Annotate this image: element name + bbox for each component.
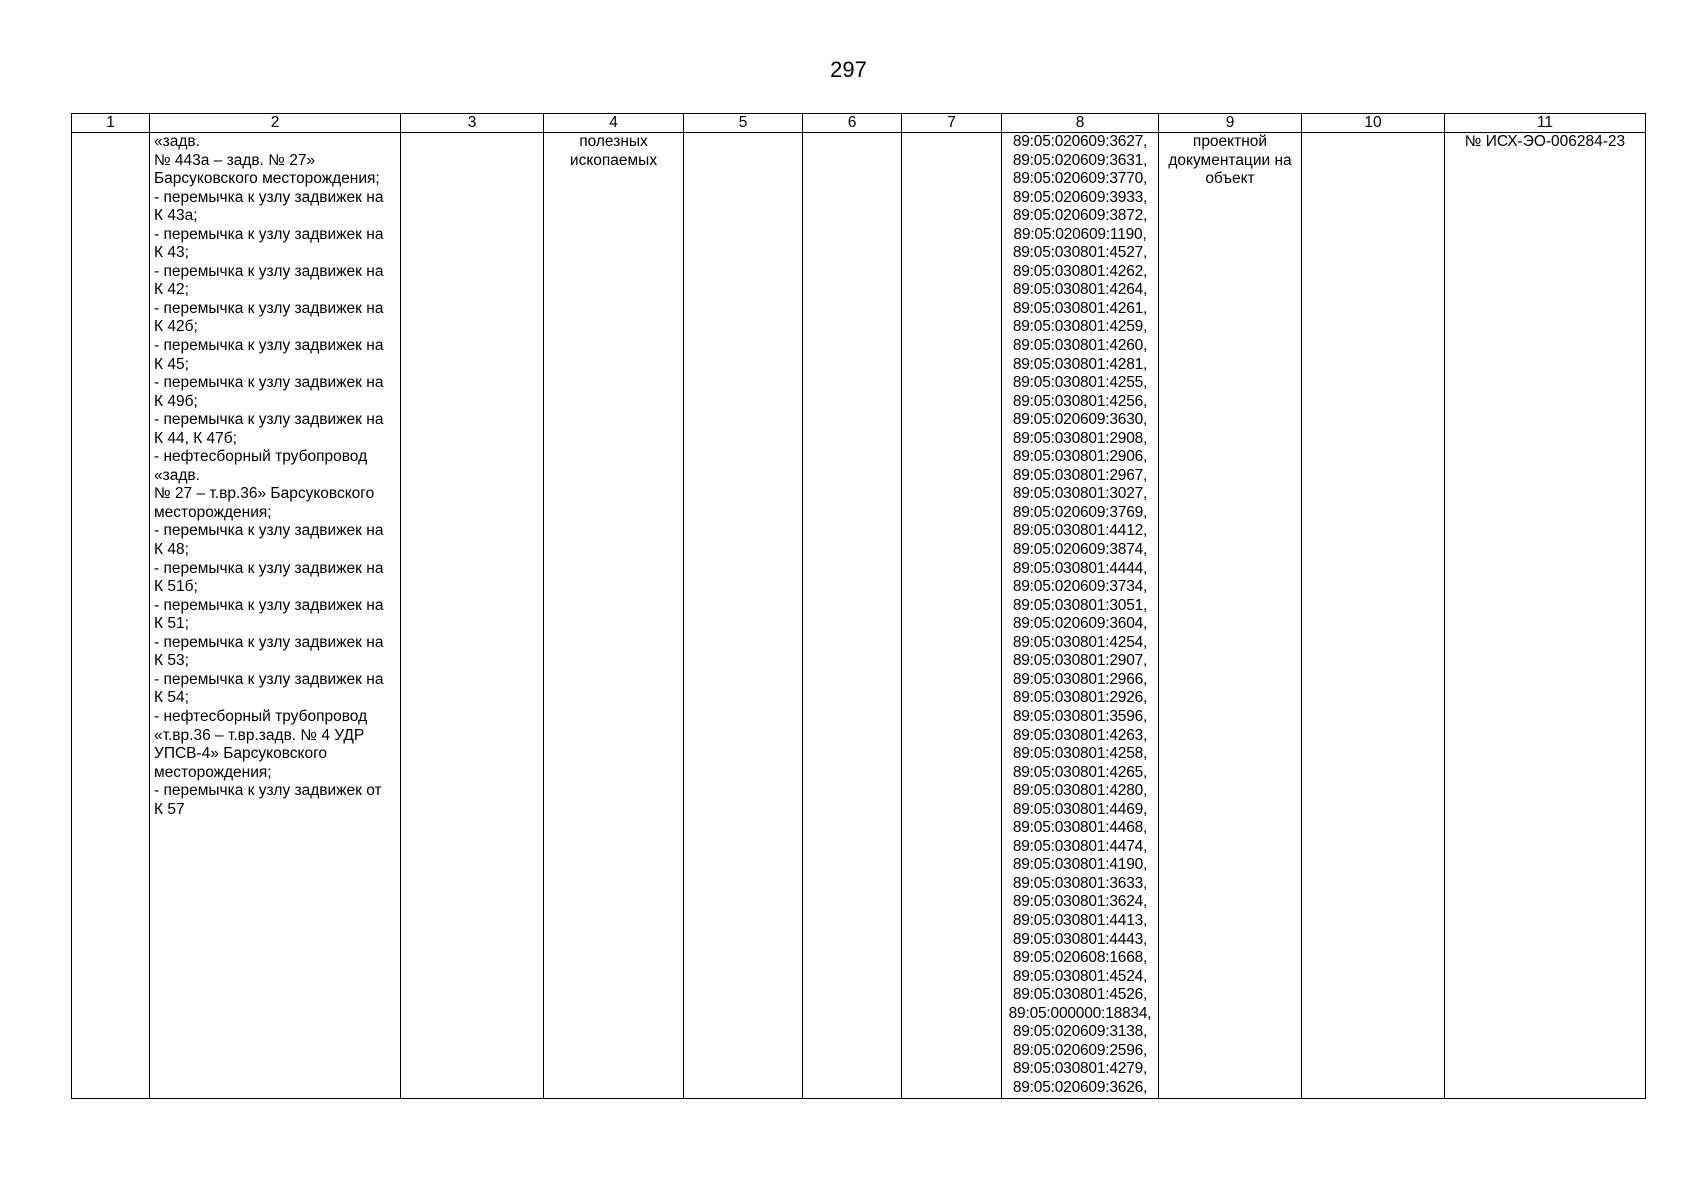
purpose-text: полезных ископаемых xyxy=(569,133,658,169)
cell-col-1 xyxy=(72,133,150,1099)
cell-col-3 xyxy=(401,133,544,1099)
cell-col-2 xyxy=(150,133,401,1099)
cell-col-8 xyxy=(1002,133,1159,1099)
cell-col-11 xyxy=(1445,133,1646,1099)
column-header-1: 1 xyxy=(72,114,150,133)
cell-col-6 xyxy=(803,133,902,1099)
column-header-7: 7 xyxy=(902,114,1002,133)
cell-col-7 xyxy=(902,133,1002,1099)
column-header-4: 4 xyxy=(544,114,684,133)
object-description-text: «задв. № 443а – задв. № 27» Барсуковского месторождения; - перемычка к узлу задвижек на К 43а; - перемычка к узлу задвижек на К 43; - перемычка к узлу задвижек на К 42; - перемычка к узлу задвижек на К 42б; - перемычка к узлу задвижек на К 45; - перемычка к узлу задвижек на К 49б; - перемычка к узлу задвижек на К 44, К 47б; - нефтесборный трубопровод «задв. № 27 – т.вр.36» Барсуковского месторождения; - перемычка к узлу задвижек на К 48; - перемычка к узлу задвижек на К 51б; - перемычка к узлу задвижек на К 51; - перемычка к узлу задвижек на К 53; - перемычка к узлу задвижек на К 54; - нефтесборный трубопровод «т.вр.36 – т.вр.задв. № 4 УДР УПСВ-4» Барсуковского месторождения; - перемычка к узлу задвижек от К 57 xyxy=(154,133,384,818)
cadastral-numbers-text: 89:05:020609:3627, 89:05:020609:3631, 89:05:020609:3770, 89:05:020609:3933, 89:05:020609:3872, 89:05:020609:1190, 89:05:030801:4527, 89:05:030801:4262, 89:05:030801:4264, 89:05:030801:4261, 89:05:030801:4259, 89:05:030801:4260, 89:05:030801:4281, 89:05:030801:4255, 89:05:030801:4256, 89:05:020609:3630, 89:05:030801:2908, 89:05:030801:2906, 89:05:030801:2967, 89:05:030801:3027, 89:05:020609:3769, 89:05:030801:4412, 89:05:020609:3874, 89:05:030801:4444, 89:05:020609:3734, 89:05:030801:3051, 89:05:020609:3604, 89:05:030801:4254, 89:05:030801:2907, 89:05:030801:2966, 89:05:030801:2926, 89:05:030801:3596, 89:05:030801:4263, 89:05:030801:4258, 89:05:030801:4265, 89:05:030801:4280, 89:05:030801:4469, 89:05:030801:4468, 89:05:030801:4474, 89:05:030801:4190, 89:05:030801:3633, 89:05:030801:3624, 89:05:030801:4413, 89:05:030801:4443, 89:05:020608:1668, 89:05:030801:4524, 89:05:030801:4526, 89:05:000000:18834, 89:05:020609:3138, 89:05:020609:2596, 89:05:030801:4279, 89:05:020609:3626, xyxy=(1008,133,1152,1096)
cell-col-5 xyxy=(684,133,803,1099)
table-row xyxy=(72,133,1646,1099)
column-header-11: 11 xyxy=(1445,114,1646,133)
column-header-2: 2 xyxy=(150,114,401,133)
reference-number-text: № ИСХ-ЭО-006284-23 xyxy=(1464,133,1626,150)
documentation-text: проектной документации на объект xyxy=(1168,133,1292,188)
page-number: 297 xyxy=(830,57,867,82)
column-header-6: 6 xyxy=(803,114,902,133)
column-header-5: 5 xyxy=(684,114,803,133)
column-header-9: 9 xyxy=(1159,114,1302,133)
column-header-8: 8 xyxy=(1002,114,1159,133)
header-row xyxy=(72,114,1646,133)
column-header-3: 3 xyxy=(401,114,544,133)
cell-col-10 xyxy=(1302,133,1445,1099)
cell-col-4 xyxy=(544,133,684,1099)
cell-col-9 xyxy=(1159,133,1302,1099)
column-header-10: 10 xyxy=(1302,114,1445,133)
document-table xyxy=(71,113,1646,1099)
